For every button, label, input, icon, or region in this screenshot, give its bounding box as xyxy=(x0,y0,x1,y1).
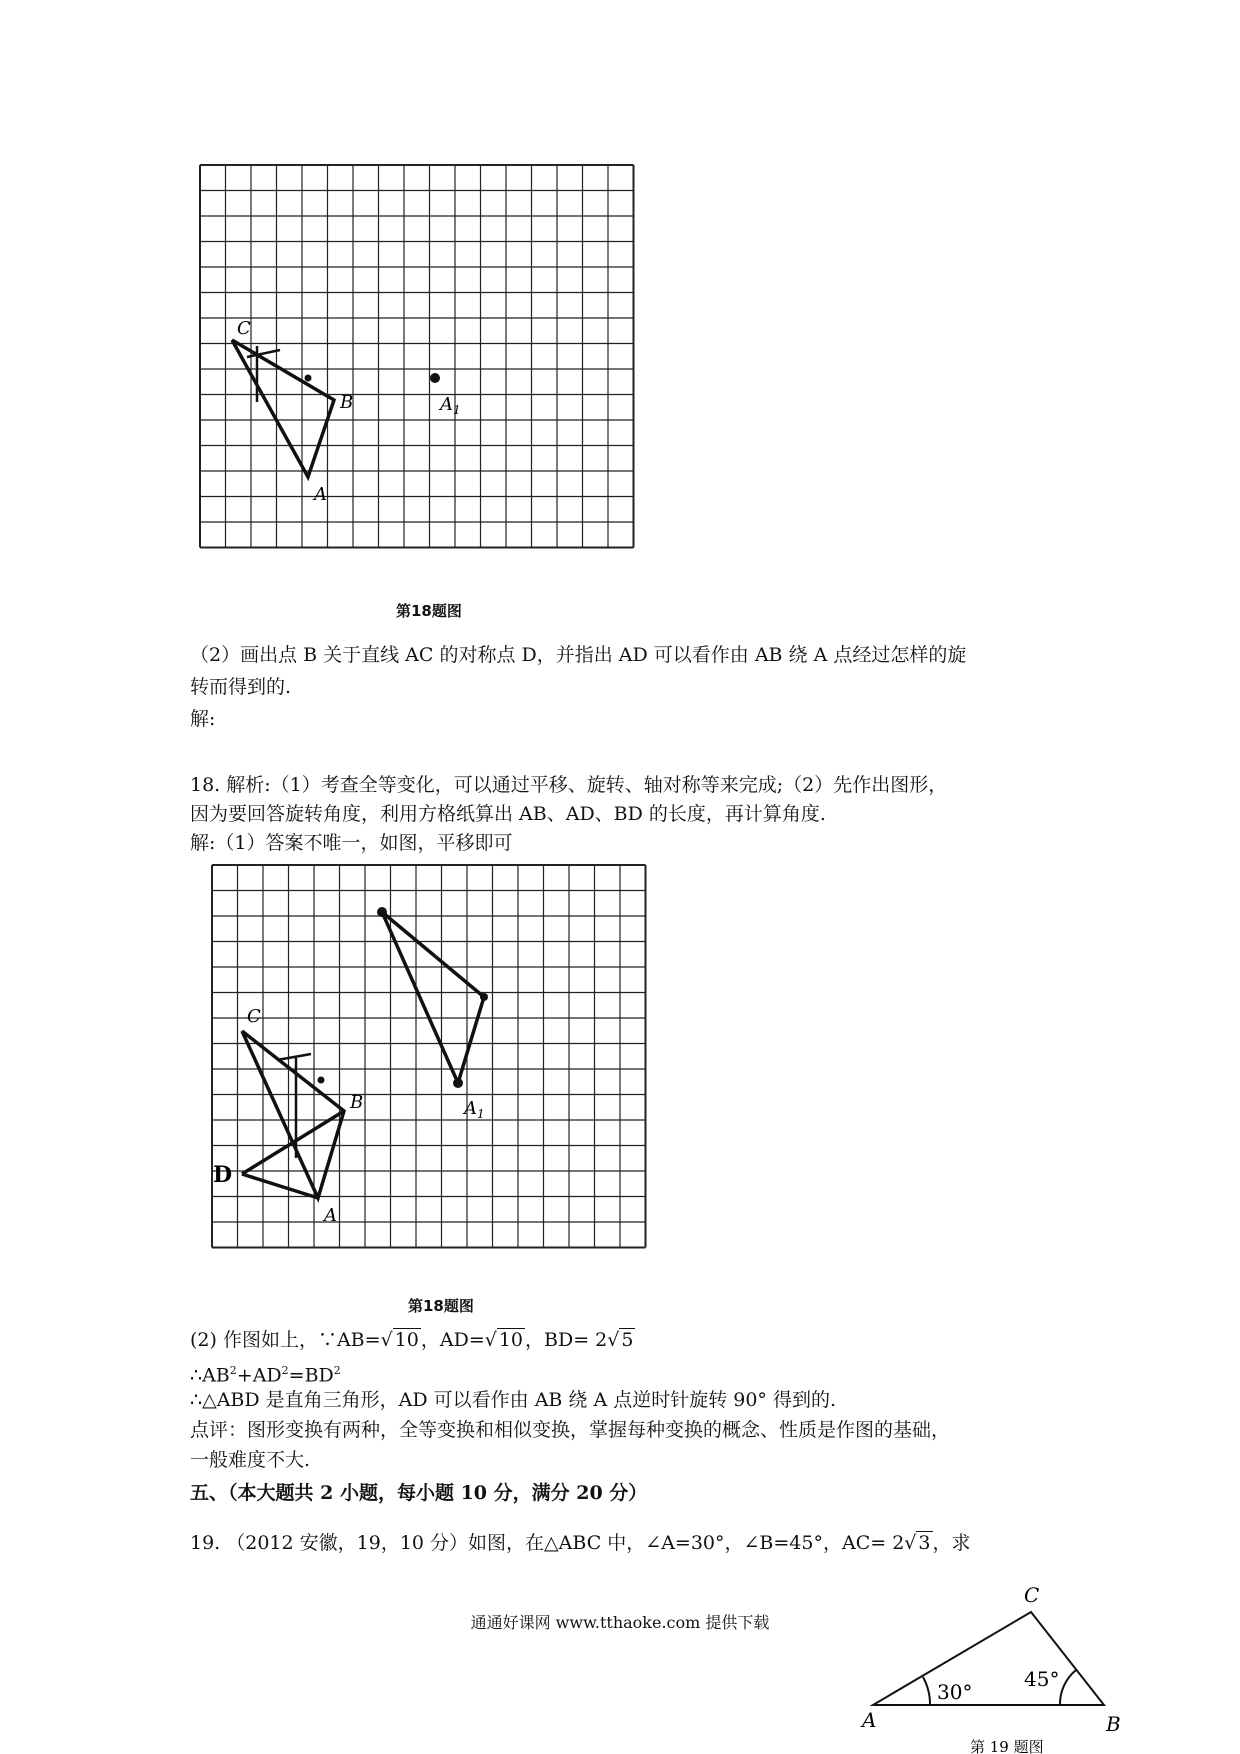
label-c: C xyxy=(1024,1585,1040,1607)
analysis-line-2: 因为要回答旋转角度，利用方格纸算出 AB、AD、BD 的长度，再计算角度. xyxy=(190,803,826,825)
analysis-line-1: 18. 解析:（1）考查全等变化，可以通过平移、旋转、轴对称等来完成;（2）先作出图形， xyxy=(190,774,948,796)
solution-line-4: 点评：图形变换有两种，全等变换和相似变换，掌握每种变换的概念、性质是作图的基础， xyxy=(190,1419,951,1441)
segments-ad-bd xyxy=(242,1111,344,1198)
triangle-translated xyxy=(382,912,484,1083)
angle-a-label: 30° xyxy=(937,1680,973,1704)
point-mark xyxy=(305,375,312,382)
point-a1 xyxy=(453,1078,463,1088)
point-mark xyxy=(318,1077,325,1084)
sqrt-10: 10 xyxy=(498,1329,524,1351)
triangle-abc xyxy=(873,1612,1104,1705)
section-heading: 五、（本大题共 2 小题，每小题 10 分，满分 20 分） xyxy=(190,1482,648,1504)
sqrt-3: 3 xyxy=(918,1532,931,1554)
sqrt-10: 10 xyxy=(394,1329,419,1351)
label-a1: $A_1$ xyxy=(464,1098,485,1121)
label-a: A xyxy=(314,484,327,505)
analysis-line-3: 解:（1）答案不唯一，如图，平移即可 xyxy=(190,832,513,854)
footer: 通通好课网 www.tthaoke.com 提供下载 xyxy=(470,1613,770,1632)
label-c: C xyxy=(237,318,251,339)
vertex-1 xyxy=(377,907,387,917)
grid-figure-2 xyxy=(205,858,725,1298)
question-line-3: 解: xyxy=(190,708,216,730)
label-d: D xyxy=(213,1162,233,1188)
angle-b-label: 45° xyxy=(1024,1667,1060,1691)
solution-line-5: 一般难度不大. xyxy=(190,1449,311,1471)
question-line-2: 转而得到的. xyxy=(190,676,292,698)
sqrt-5: 5 xyxy=(621,1329,634,1351)
figure-1-caption: 第18题图 xyxy=(396,602,462,620)
label-a: A xyxy=(862,1708,877,1732)
grid-figure-1 xyxy=(195,160,715,600)
solution-line-3: ∴△ABD 是直角三角形，AD 可以看作由 AB 绕 A 点逆时针旋转 90° 得到的. xyxy=(190,1389,837,1411)
question-line-1: （2）画出点 B 关于直线 AC 的对称点 D，并指出 AD 可以看作由 AB 绕 A 点经过怎样的旋 xyxy=(190,644,967,666)
label-b: B xyxy=(340,392,354,413)
point-a1 xyxy=(430,373,440,383)
solution-line-2: $\therefore AB^2+AD^2=BD^2$ xyxy=(190,1364,341,1387)
grid-lines xyxy=(200,165,634,548)
figure-3-caption: 第 19 题图 xyxy=(970,1738,1044,1754)
label-a: A xyxy=(324,1205,337,1226)
figure-2-caption: 第18题图 xyxy=(408,1297,474,1315)
problem-19: 19. （2012 安徽，19，10 分）如图，在△ABC 中，∠A=30°，∠B=45°，AC= 2√ 3 ，求 xyxy=(190,1532,971,1554)
label-c: C xyxy=(247,1006,261,1027)
triangle-figure-19 xyxy=(860,1585,1160,1754)
label-a1: $A_1$ xyxy=(440,394,461,417)
label-b: B xyxy=(350,1092,364,1113)
triangle-abc xyxy=(232,340,334,477)
solution-line-1: (2) 作图如上，∵AB=√ 10 ，AD=√ 10 ，BD= 2√ 5 xyxy=(190,1329,634,1351)
label-b: B xyxy=(1106,1712,1121,1736)
vertex-2 xyxy=(480,993,488,1001)
